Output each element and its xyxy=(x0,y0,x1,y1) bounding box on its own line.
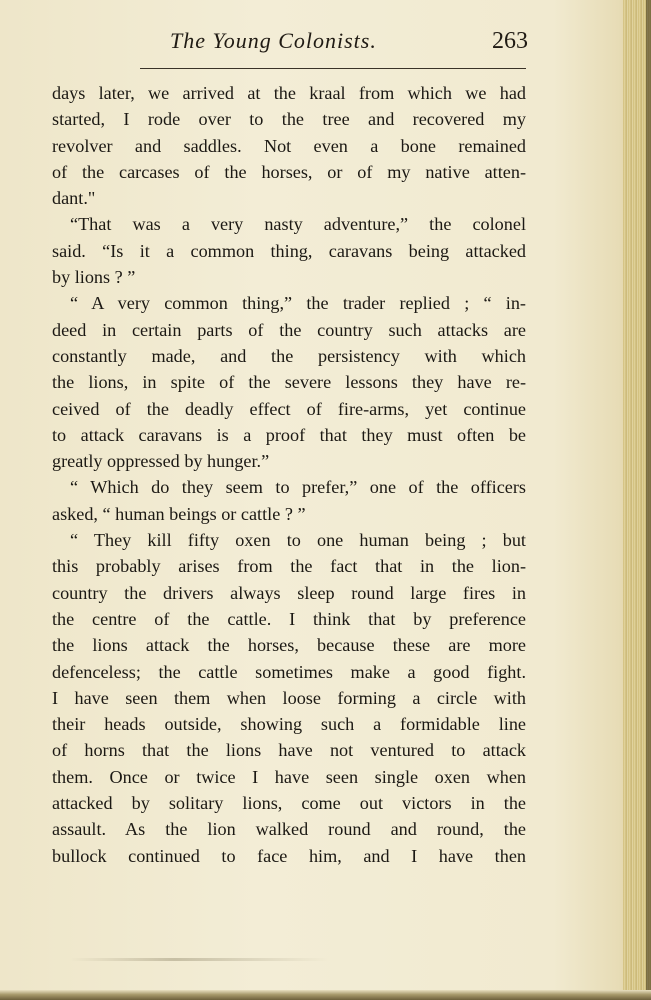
text-line: of the carcases of the horses, or of my native atten- xyxy=(52,161,526,182)
text-line: days later, we arrived at the kraal from which we had xyxy=(52,83,526,103)
text-line: started, I rode over to the tree and recovered my xyxy=(52,109,526,130)
body-text xyxy=(52,80,526,869)
text-line: this probably arises from the fact that in the lion- xyxy=(52,556,526,577)
running-head: The Young Colonists. xyxy=(170,28,377,53)
text-line: said. “Is it a common thing, caravans being attacked xyxy=(52,240,526,261)
text-line: country the drivers always sleep round large fires in xyxy=(52,582,526,603)
text-line: “ They kill fifty oxen to one human being ; but xyxy=(70,530,526,551)
text-line: their heads outside, showing such a formidable line xyxy=(52,714,526,735)
paragraph xyxy=(52,80,526,211)
text-line: of horns that the lions have not ventured to attack xyxy=(52,740,526,761)
text-line: the lions, in spite of the severe lessons they have re- xyxy=(52,372,526,393)
print-smudge xyxy=(70,958,330,961)
paragraph xyxy=(52,290,526,474)
text-line: attacked by solitary lions, come out victors in the xyxy=(52,793,526,814)
text-line: assault. As the lion walked round and round, the xyxy=(52,819,526,840)
scan-bottom-edge xyxy=(0,990,651,1000)
text-line: to attack caravans is a proof that they must often be xyxy=(52,424,526,445)
text-line: ceived of the deadly effect of fire-arms, yet continue xyxy=(52,398,526,419)
text-line: greatly oppressed by hunger.” xyxy=(52,451,270,472)
text-line: deed in certain parts of the country such attacks are xyxy=(52,319,526,340)
text-line: defenceless; the cattle sometimes make a good fight. xyxy=(52,661,526,682)
text-line: “ A very common thing,” the trader replied ; “ in- xyxy=(70,293,526,314)
text-line: “That was a very nasty adventure,” the colonel xyxy=(70,214,526,235)
text-line: bullock continued to face him, and I have then xyxy=(52,845,526,866)
page-number: 263 xyxy=(492,28,528,54)
text-line: “ Which do they seem to prefer,” one of the officers xyxy=(70,477,526,498)
text-line: revolver and saddles. Not even a bone remained xyxy=(52,135,526,156)
text-line: asked, “ human beings or cattle ? ” xyxy=(52,503,306,524)
paragraph xyxy=(52,527,526,869)
text-line: the centre of the cattle. I think that by preference xyxy=(52,608,526,629)
paragraph xyxy=(52,474,526,527)
text-line: constantly made, and the persistency with which xyxy=(52,345,526,366)
page-edge-shadow xyxy=(646,0,651,1000)
text-line: I have seen them when loose forming a circle with xyxy=(52,687,526,708)
text-line: them. Once or twice I have seen single oxen when xyxy=(52,766,526,787)
text-line: by lions ? ” xyxy=(52,267,136,288)
text-line: dant." xyxy=(52,188,96,209)
page-header xyxy=(52,28,532,58)
header-rule xyxy=(140,68,526,69)
text-line: the lions attack the horses, because these are more xyxy=(52,635,526,656)
paragraph xyxy=(52,211,526,290)
